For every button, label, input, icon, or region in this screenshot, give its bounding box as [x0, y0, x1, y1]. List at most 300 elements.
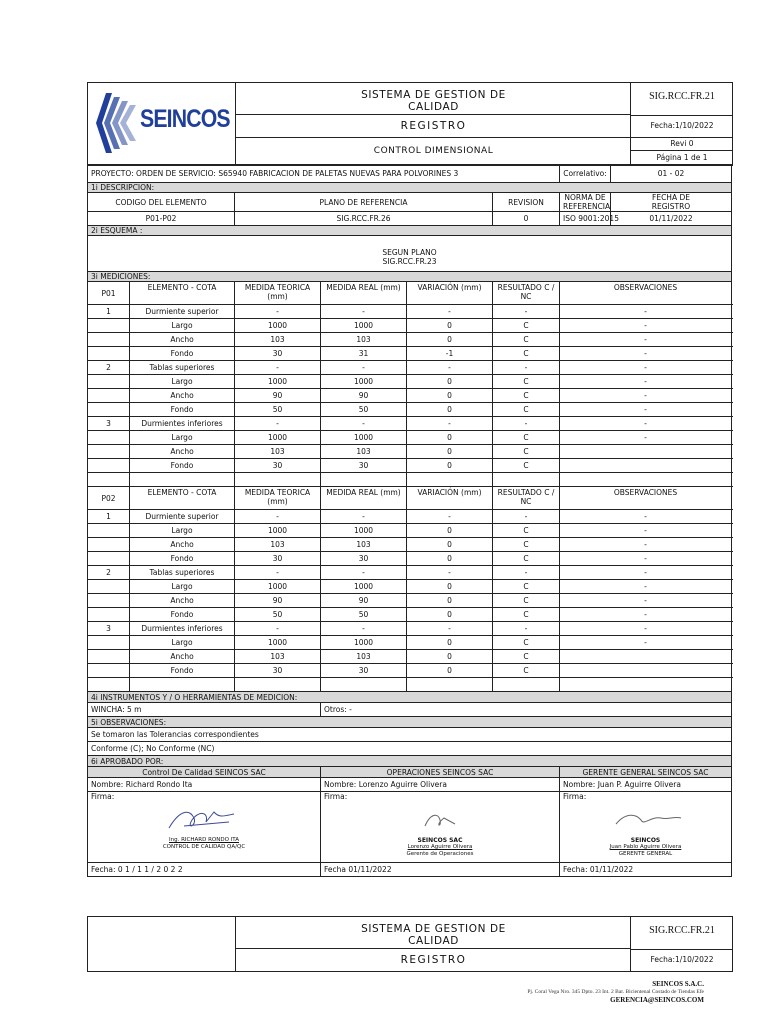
row-el: Fondo — [130, 552, 235, 566]
doc-registro-repeat: REGISTRO — [400, 954, 467, 966]
firma-label: Firma: — [324, 792, 348, 801]
esquema-line1: SEGUN PLANO — [382, 247, 437, 257]
doc-code: SIG.RCC.FR.21 — [631, 83, 733, 116]
row-r — [321, 678, 407, 692]
row-observacion: - — [560, 636, 732, 650]
row-r: - — [321, 566, 407, 580]
stamp-role: CONTROL DE CALIDAD QA/QC — [162, 844, 246, 850]
row-t: 30 — [235, 552, 321, 566]
mediciones-header-cell: ELEMENTO - COTA — [130, 282, 235, 305]
table-row — [88, 650, 732, 664]
firma-label: Firma: — [91, 792, 115, 801]
mediciones-header-cell: VARIACIÓN (mm) — [407, 487, 493, 510]
stamp-name: Ing. RICHARD RONDO ITA — [169, 837, 239, 843]
mediciones-header-cell: MEDIDA REAL (mm) — [321, 487, 407, 510]
row-el: Largo — [130, 319, 235, 333]
row-t: - — [235, 417, 321, 431]
desc-norma: ISO 9001:2015 — [560, 212, 611, 226]
signer-signature — [560, 792, 732, 863]
instrumento-wincha: WINCHA: 5 m — [88, 703, 321, 717]
row-v: - — [407, 305, 493, 319]
row-number: 2 — [88, 361, 130, 375]
row-t: 90 — [235, 594, 321, 608]
row-observacion: - — [560, 361, 732, 375]
doc-fecha-repeat: Fecha:1/10/2022 — [650, 955, 714, 964]
row-t: 50 — [235, 403, 321, 417]
row-t: 1000 — [235, 580, 321, 594]
row-res: C — [493, 524, 560, 538]
desc-header-plano: PLANO DE REFERENCIA — [235, 193, 493, 212]
row-res: C — [493, 538, 560, 552]
row-observacion — [560, 445, 732, 459]
row-res: - — [493, 417, 560, 431]
table-row — [88, 524, 732, 538]
mediciones-header-cell: MEDIDA TEORICA (mm) — [235, 282, 321, 305]
doc-title-line2-repeat: CALIDAD — [408, 935, 459, 947]
row-observacion: - — [560, 608, 732, 622]
table-row — [88, 333, 732, 347]
row-r — [321, 473, 407, 487]
row-el: Ancho — [130, 445, 235, 459]
handwritten-signature-icon — [400, 806, 480, 834]
row-el — [130, 473, 235, 487]
row-observacion — [560, 664, 732, 678]
row-number — [88, 580, 130, 594]
row-el: Fondo — [130, 347, 235, 361]
row-r: 103 — [321, 650, 407, 664]
doc-subject: CONTROL DIMENSIONAL — [373, 146, 494, 156]
handwritten-signature-icon — [606, 806, 686, 834]
signer-date: Fecha 01/11/2022 — [321, 863, 560, 877]
row-res: C — [493, 552, 560, 566]
row-el: Durmientes inferiores — [130, 417, 235, 431]
row-r: 31 — [321, 347, 407, 361]
mediciones-header-row — [88, 282, 732, 305]
row-el: Fondo — [130, 608, 235, 622]
table-row — [88, 622, 732, 636]
signer-name: Nombre: Juan P. Aguirre Olivera — [560, 778, 732, 792]
row-res: - — [493, 566, 560, 580]
row-el: Ancho — [130, 333, 235, 347]
row-t: 103 — [235, 333, 321, 347]
firma-label: Firma: — [563, 792, 587, 801]
row-t: 103 — [235, 650, 321, 664]
section-aprobado: 6i APROBADO POR: — [88, 756, 732, 767]
desc-header-revision: REVISION — [493, 193, 560, 212]
row-observacion: - — [560, 375, 732, 389]
row-number — [88, 594, 130, 608]
section-esquema: 2i ESQUEMA : — [88, 226, 732, 236]
row-el: Fondo — [130, 664, 235, 678]
mediciones-header-row — [88, 487, 732, 510]
row-el: Ancho — [130, 538, 235, 552]
row-res: - — [493, 510, 560, 524]
row-v: 0 — [407, 319, 493, 333]
signature-stamp — [321, 806, 559, 858]
row-r: - — [321, 361, 407, 375]
stamp-role: GERENTE GENERAL — [618, 851, 673, 857]
mediciones-header-cell: MEDIDA REAL (mm) — [321, 282, 407, 305]
row-number — [88, 524, 130, 538]
row-r: 1000 — [321, 375, 407, 389]
row-r: 50 — [321, 608, 407, 622]
row-v: 0 — [407, 608, 493, 622]
row-el: Tablas superiores — [130, 361, 235, 375]
table-row — [88, 608, 732, 622]
correlativo-label: Correlativo: — [560, 165, 611, 183]
correlativo-value: 01 - 02 — [611, 165, 732, 183]
row-res: C — [493, 319, 560, 333]
mediciones-header-cell: RESULTADO C / NC — [493, 487, 560, 510]
row-observacion: - — [560, 403, 732, 417]
row-r: 30 — [321, 552, 407, 566]
table-row — [88, 594, 732, 608]
row-t: 30 — [235, 347, 321, 361]
row-observacion: - — [560, 622, 732, 636]
row-el: Ancho — [130, 389, 235, 403]
row-el: Durmiente superior — [130, 510, 235, 524]
signer-date: Fecha: 0 1 / 1 1 / 2 0 2 2 — [88, 863, 321, 877]
table-row — [88, 445, 732, 459]
row-res: - — [493, 361, 560, 375]
row-v: 0 — [407, 375, 493, 389]
row-t — [235, 473, 321, 487]
row-v: 0 — [407, 636, 493, 650]
table-row — [88, 361, 732, 375]
row-r: 1000 — [321, 319, 407, 333]
row-t: 103 — [235, 538, 321, 552]
doc-title-line1: SISTEMA DE GESTION DE — [361, 89, 506, 101]
row-el: Largo — [130, 524, 235, 538]
row-number — [88, 678, 130, 692]
table-row — [88, 305, 732, 319]
control-form — [87, 164, 731, 877]
doc-revision: Revi 0 — [631, 137, 733, 151]
section-mediciones: 3i MEDICIONES: — [88, 272, 732, 282]
row-observacion — [560, 650, 732, 664]
table-row — [88, 459, 732, 473]
row-r: - — [321, 622, 407, 636]
doc-title-line1-repeat: SISTEMA DE GESTION DE — [361, 923, 506, 935]
row-observacion: - — [560, 580, 732, 594]
row-t: 90 — [235, 389, 321, 403]
row-r: 1000 — [321, 636, 407, 650]
row-r: 103 — [321, 445, 407, 459]
table-row — [88, 678, 732, 692]
row-number — [88, 403, 130, 417]
row-t: 1000 — [235, 375, 321, 389]
row-r: - — [321, 417, 407, 431]
proyecto-label: PROYECTO: ORDEN DE SERVICIO: S65940 FABRICACION DE PALETAS NUEVAS PARA POLVORINES 3 — [88, 165, 560, 183]
row-r: - — [321, 305, 407, 319]
table-row — [88, 375, 732, 389]
signature-stamp — [88, 806, 320, 851]
row-observacion — [560, 473, 732, 487]
row-number — [88, 319, 130, 333]
logo-wordmark: SEINCOS — [140, 105, 230, 133]
doc-registro: REGISTRO — [236, 115, 631, 138]
esquema-line2: SIG.RCC.FR.23 — [382, 256, 437, 266]
handwritten-signature-icon — [164, 806, 244, 834]
row-r: 103 — [321, 538, 407, 552]
row-r: 30 — [321, 459, 407, 473]
row-r: 1000 — [321, 431, 407, 445]
desc-plano: SIG.RCC.FR.26 — [235, 212, 493, 226]
row-observacion — [560, 678, 732, 692]
row-res: C — [493, 636, 560, 650]
stamp-role: Gerente de Operaciones — [406, 851, 474, 857]
row-v: 0 — [407, 580, 493, 594]
mediciones-header-cell: OBSERVACIONES — [560, 487, 732, 510]
table-row — [88, 566, 732, 580]
row-t: 1000 — [235, 319, 321, 333]
row-t: - — [235, 305, 321, 319]
group-code: P01 — [88, 282, 130, 305]
desc-header-codigo: CODIGO DEL ELEMENTO — [88, 193, 235, 212]
row-res: C — [493, 650, 560, 664]
row-r: - — [321, 510, 407, 524]
row-v: 0 — [407, 664, 493, 678]
row-observacion: - — [560, 347, 732, 361]
row-t: 103 — [235, 445, 321, 459]
footer-email: GERENCIA@SEINCOS.COM — [610, 996, 704, 1004]
row-number — [88, 333, 130, 347]
document-header-repeat — [87, 916, 733, 972]
table-row — [88, 538, 732, 552]
row-res: - — [493, 305, 560, 319]
row-res: C — [493, 594, 560, 608]
row-v: 0 — [407, 650, 493, 664]
row-number — [88, 431, 130, 445]
doc-fecha: Fecha:1/10/2022 — [631, 115, 733, 138]
row-number — [88, 347, 130, 361]
row-observacion — [560, 459, 732, 473]
row-el — [130, 678, 235, 692]
row-el: Fondo — [130, 403, 235, 417]
row-observacion: - — [560, 319, 732, 333]
row-v: -1 — [407, 347, 493, 361]
mediciones-header-cell: OBSERVACIONES — [560, 282, 732, 305]
row-number — [88, 608, 130, 622]
observacion-line1: Se tomaron las Tolerancias correspondientes — [88, 728, 732, 742]
esquema-content — [88, 236, 732, 272]
footer-company: SEINCOS S.A.C. — [652, 980, 704, 988]
signer-name: Nombre: Lorenzo Aguirre Olivera — [321, 778, 560, 792]
row-t: 1000 — [235, 431, 321, 445]
row-res: C — [493, 389, 560, 403]
row-v: 0 — [407, 524, 493, 538]
row-res: C — [493, 445, 560, 459]
doc-pagina: Página 1 de 1 — [656, 153, 708, 162]
row-res: C — [493, 403, 560, 417]
signer-title: OPERACIONES SEINCOS SAC — [321, 767, 560, 778]
row-el: Largo — [130, 580, 235, 594]
row-observacion: - — [560, 566, 732, 580]
row-r: 1000 — [321, 524, 407, 538]
row-t: 30 — [235, 459, 321, 473]
row-number — [88, 375, 130, 389]
doc-title-line2: CALIDAD — [408, 101, 459, 113]
row-observacion: - — [560, 431, 732, 445]
row-t: - — [235, 510, 321, 524]
signer-signature — [88, 792, 321, 863]
row-observacion: - — [560, 333, 732, 347]
mediciones-header-cell: ELEMENTO - COTA — [130, 487, 235, 510]
row-number — [88, 473, 130, 487]
row-observacion: - — [560, 524, 732, 538]
row-v: - — [407, 622, 493, 636]
row-r: 30 — [321, 664, 407, 678]
row-number: 3 — [88, 417, 130, 431]
section-descripcion: 1i DESCRIPCION: — [88, 183, 732, 193]
table-row — [88, 417, 732, 431]
row-r: 103 — [321, 333, 407, 347]
table-row — [88, 664, 732, 678]
stamp-company: SEINCOS — [630, 837, 661, 844]
table-row — [88, 510, 732, 524]
instrumento-otros: Otros: - — [321, 703, 732, 717]
table-row — [88, 403, 732, 417]
row-el: Largo — [130, 431, 235, 445]
row-number — [88, 459, 130, 473]
row-el: Ancho — [130, 594, 235, 608]
row-observacion: - — [560, 594, 732, 608]
desc-revision: 0 — [493, 212, 560, 226]
document-header — [87, 82, 733, 166]
row-t: 30 — [235, 664, 321, 678]
row-observacion: - — [560, 417, 732, 431]
row-observacion: - — [560, 510, 732, 524]
table-row — [88, 580, 732, 594]
row-observacion: - — [560, 552, 732, 566]
row-v: 0 — [407, 445, 493, 459]
signer-title: Control De Calidad SEINCOS SAC — [88, 767, 321, 778]
stamp-name: Juan Pablo Aguirre Olivera — [609, 844, 682, 850]
table-row — [88, 552, 732, 566]
row-el: Durmiente superior — [130, 305, 235, 319]
row-res: - — [493, 622, 560, 636]
row-res: C — [493, 431, 560, 445]
mediciones-header-cell: VARIACIÓN (mm) — [407, 282, 493, 305]
row-res: C — [493, 375, 560, 389]
row-v: 0 — [407, 389, 493, 403]
row-t — [235, 678, 321, 692]
row-res: C — [493, 608, 560, 622]
row-number: 1 — [88, 510, 130, 524]
row-res: C — [493, 333, 560, 347]
row-number — [88, 650, 130, 664]
table-row — [88, 636, 732, 650]
row-res — [493, 473, 560, 487]
row-number — [88, 636, 130, 650]
signer-title: GERENTE GENERAL SEINCOS SAC — [560, 767, 732, 778]
section-instrumentos: 4i INSTRUMENTOS Y / O HERRAMIENTAS DE MEDICION: — [88, 692, 732, 703]
observacion-line2: Conforme (C); No Conforme (NC) — [88, 742, 732, 756]
row-res: C — [493, 664, 560, 678]
row-v — [407, 473, 493, 487]
row-t: - — [235, 622, 321, 636]
signer-signature — [321, 792, 560, 863]
row-v: 0 — [407, 333, 493, 347]
row-v: - — [407, 510, 493, 524]
row-v: - — [407, 566, 493, 580]
row-res: C — [493, 347, 560, 361]
row-v: 0 — [407, 459, 493, 473]
footer-address: Pj. Coral Vega Nro. 345 Dpto. 23 Int. 2 Bar. Bicientenal Costado de Tiendas Efe — [527, 989, 704, 995]
row-v: 0 — [407, 403, 493, 417]
row-r: 90 — [321, 389, 407, 403]
stamp-name: Lorenzo Aguirre Olivera — [407, 844, 473, 850]
row-v: 0 — [407, 594, 493, 608]
row-v: - — [407, 417, 493, 431]
row-number: 3 — [88, 622, 130, 636]
mediciones-header-cell: MEDIDA TEORICA (mm) — [235, 487, 321, 510]
doc-code-repeat: SIG.RCC.FR.21 — [631, 917, 733, 950]
signature-stamp — [560, 806, 731, 858]
row-observacion: - — [560, 538, 732, 552]
desc-codigo: P01-P02 — [88, 212, 235, 226]
row-res: C — [493, 459, 560, 473]
row-r: 1000 — [321, 580, 407, 594]
row-res — [493, 678, 560, 692]
table-row — [88, 319, 732, 333]
row-v: 0 — [407, 431, 493, 445]
row-number: 1 — [88, 305, 130, 319]
row-el: Ancho — [130, 650, 235, 664]
section-observaciones: 5i OBSERVACIONES: — [88, 717, 732, 728]
row-v: 0 — [407, 538, 493, 552]
row-number — [88, 389, 130, 403]
row-number — [88, 538, 130, 552]
table-row — [88, 473, 732, 487]
desc-header-norma: NORMA DE REFERENCIA — [560, 193, 611, 212]
row-el: Durmientes inferiores — [130, 622, 235, 636]
row-v: 0 — [407, 552, 493, 566]
mediciones-header-cell: RESULTADO C / NC — [493, 282, 560, 305]
row-number: 2 — [88, 566, 130, 580]
signer-date: Fecha: 01/11/2022 — [560, 863, 732, 877]
row-el: Fondo — [130, 459, 235, 473]
row-r: 50 — [321, 403, 407, 417]
stamp-company: SEINCOS SAC — [417, 837, 463, 844]
company-logo — [88, 83, 235, 165]
row-t: 1000 — [235, 636, 321, 650]
row-r: 90 — [321, 594, 407, 608]
row-res: C — [493, 580, 560, 594]
desc-fecha: 01/11/2022 — [611, 212, 732, 226]
row-v: - — [407, 361, 493, 375]
desc-header-fecha: FECHA DE REGISTRO — [611, 193, 732, 212]
row-t: 1000 — [235, 524, 321, 538]
row-v — [407, 678, 493, 692]
row-el: Largo — [130, 375, 235, 389]
row-number — [88, 445, 130, 459]
row-number — [88, 664, 130, 678]
row-observacion: - — [560, 389, 732, 403]
signer-name: Nombre: Richard Rondo Ita — [88, 778, 321, 792]
table-row — [88, 389, 732, 403]
row-t: 50 — [235, 608, 321, 622]
group-code: P02 — [88, 487, 130, 510]
row-number — [88, 552, 130, 566]
table-row — [88, 347, 732, 361]
row-t: - — [235, 566, 321, 580]
row-observacion: - — [560, 305, 732, 319]
table-row — [88, 431, 732, 445]
row-el: Tablas superiores — [130, 566, 235, 580]
row-t: - — [235, 361, 321, 375]
row-el: Largo — [130, 636, 235, 650]
